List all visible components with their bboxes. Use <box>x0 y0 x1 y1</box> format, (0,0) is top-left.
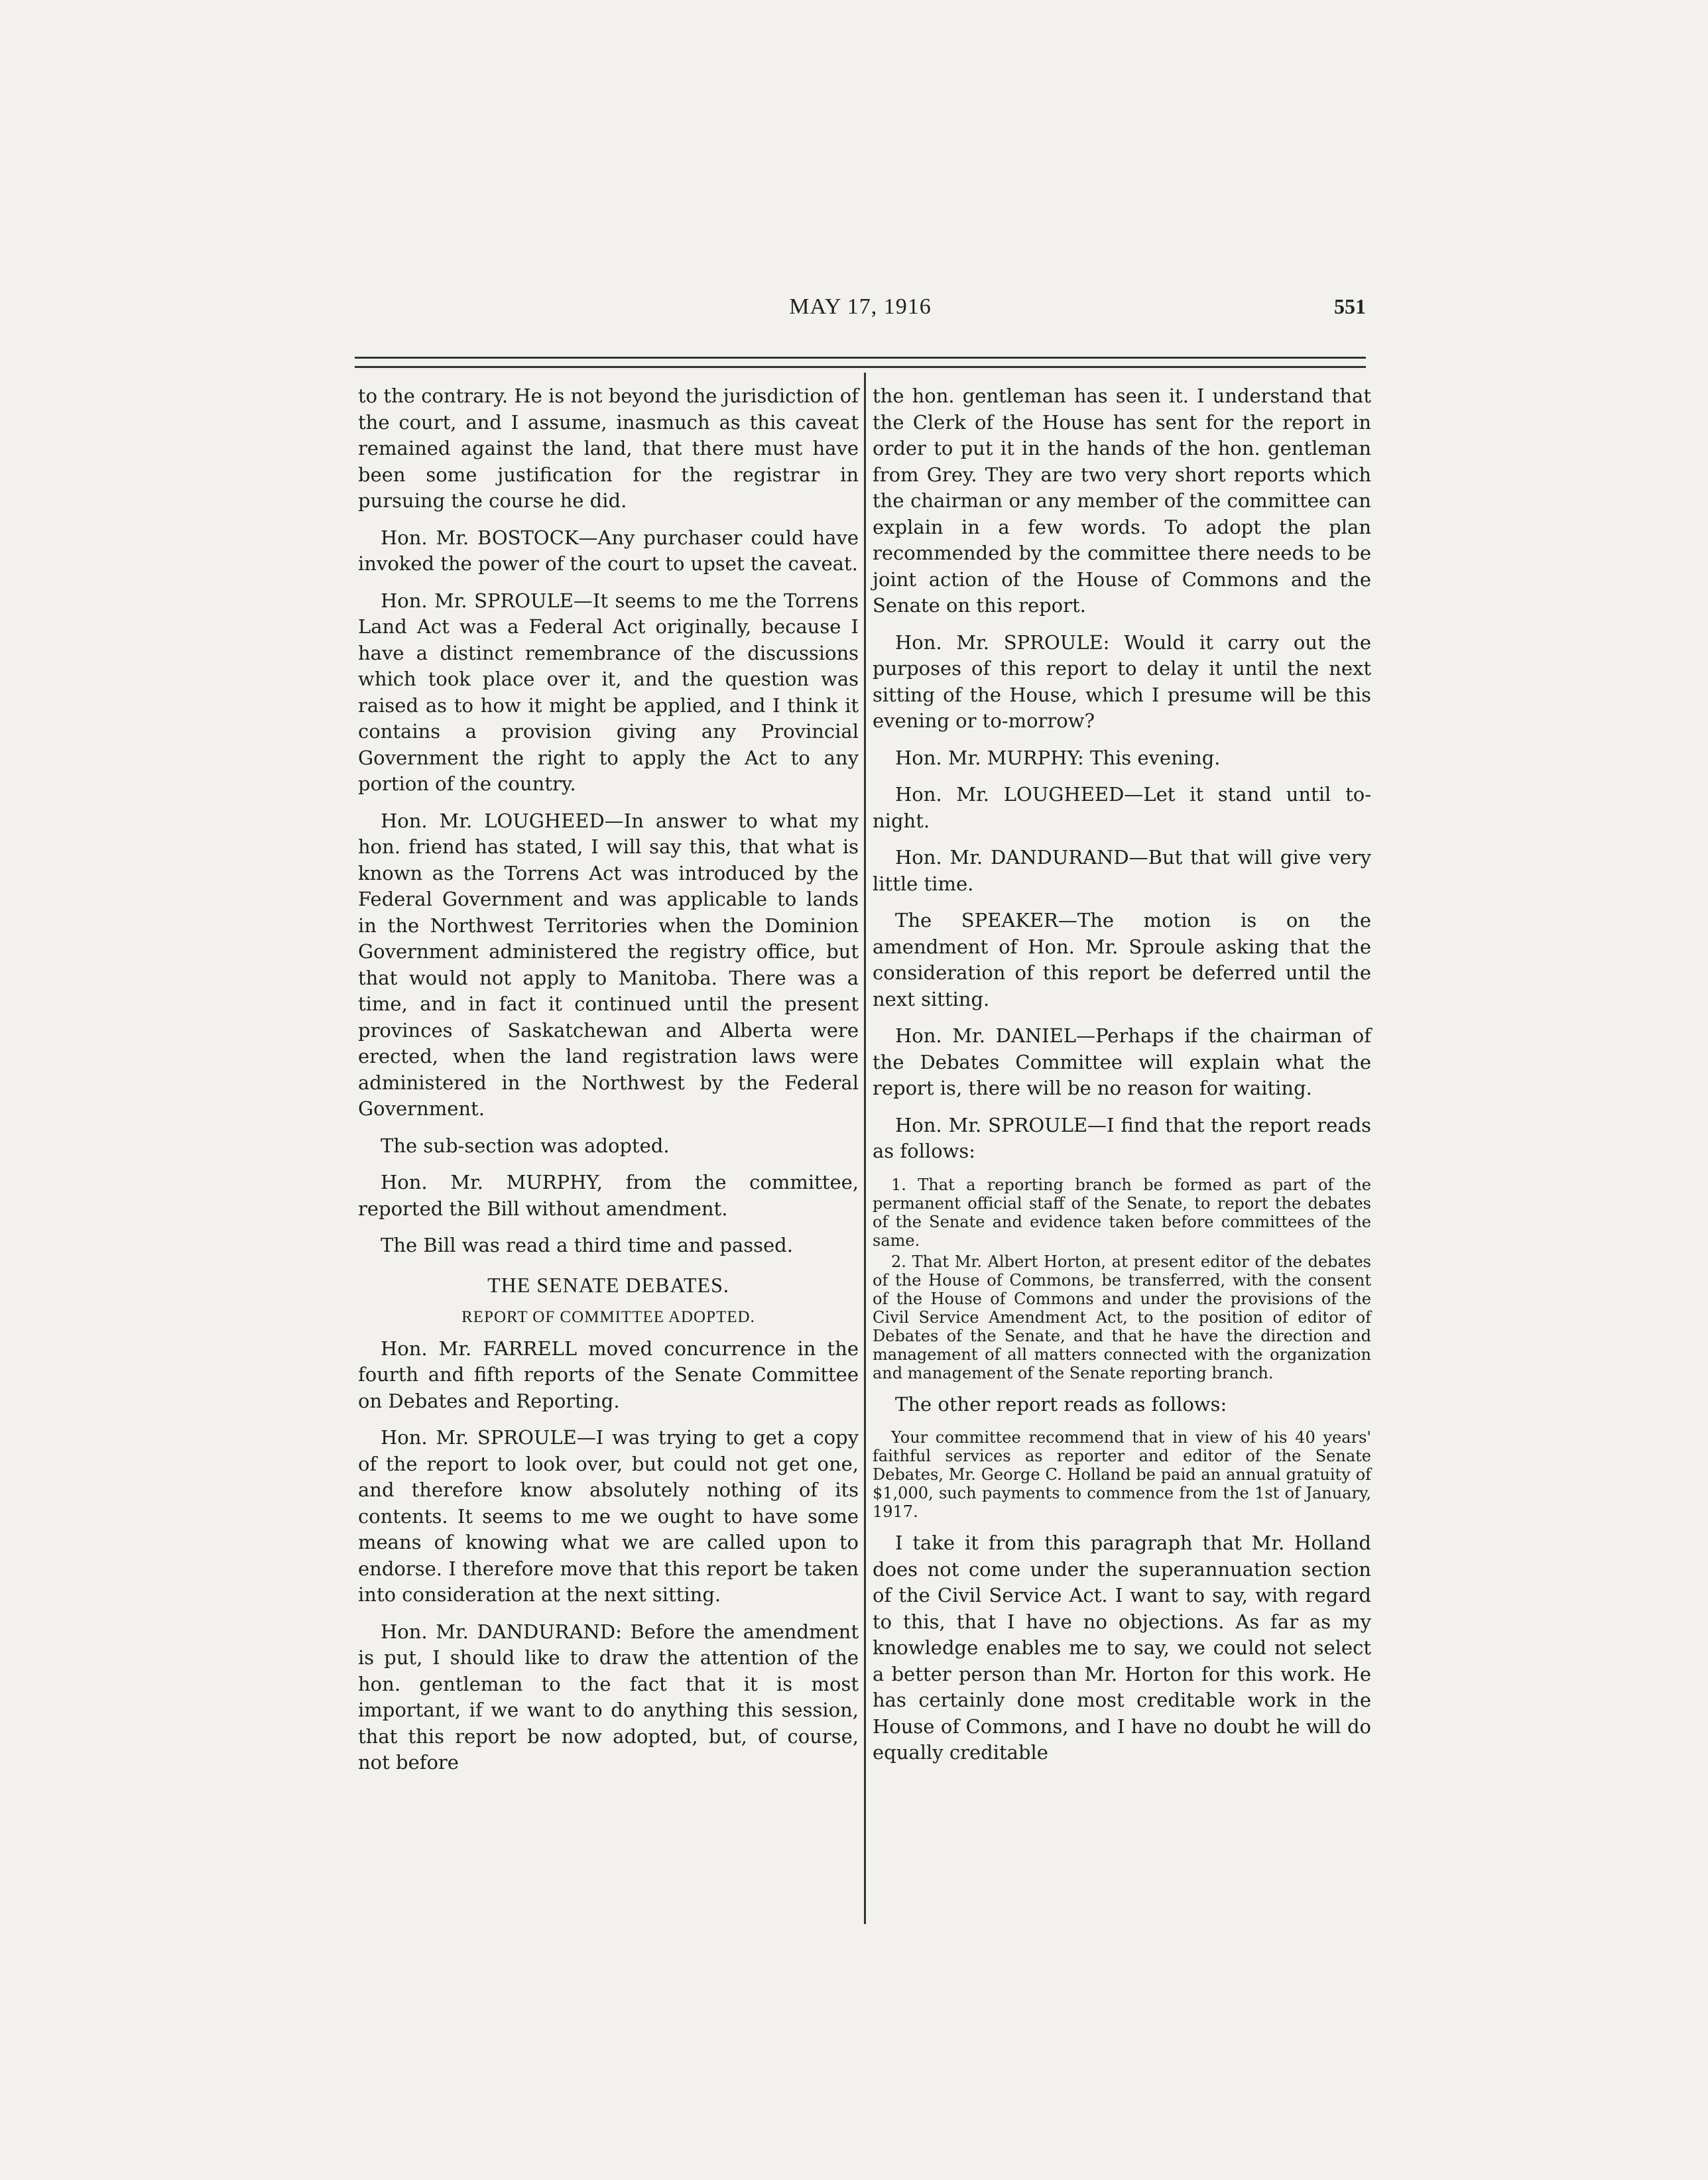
paragraph: Hon. Mr. MURPHY: This evening. <box>895 746 1221 769</box>
quoted-report-item: Your committee recommend that in view of his 40 years' faithful services as reporter and editor of the Senate Debates, Mr. George C. Holland be paid an annual gratuity of $1,000, such payments to commence from the 1st of January, 1917. <box>873 1428 1371 1521</box>
quoted-report-item: 1. That a reporting branch be formed as part of the permanent official staff of the Senate, to report the debates of the Senate and evidence taken before committees of the same. <box>873 1175 1371 1250</box>
header-rule-top <box>355 357 1366 359</box>
paragraph: Hon. Mr. SPROULE—It seems to me the Torrens Land Act was a Federal Act originally, because I have a distinct remembrance of the discussions which took place over it, and the question was raised as to how it might be applied, and I think it contains a provision giving any Provincial Government the right to apply the Act to any portion of the country. <box>358 589 859 795</box>
right-column <box>873 383 1371 1777</box>
page-number: 551 <box>1334 294 1366 318</box>
paragraph: The Bill was read a third time and passed. <box>381 1234 793 1256</box>
paragraph: Hon. Mr. DANDURAND—But that will give very little time. <box>873 846 1371 895</box>
paragraph: Hon. Mr. LOUGHEED—Let it stand until to-night. <box>873 783 1371 832</box>
paragraph: the hon. gentleman has seen it. I understand that the Clerk of the House has sent for the report in order to put it in the hands of the hon. gentleman from Grey. They are two very short reports which the chairman or any member of the committee can explain in a few words. To adopt the plan recommended by the committee there needs to be joint action of the House of Commons and the Senate on this report. <box>873 385 1371 617</box>
paragraph: I take it from this paragraph that Mr. Holland does not come under the superannuation section of the Civil Service Act. I want to say, with regard to this, that I have no objections. As far as my knowledge enables me to say, we could not select a better person than Mr. Horton for this work. He has certainly done most creditable work in the House of Commons, and I have no doubt he will do equally creditable <box>873 1532 1371 1764</box>
paragraph: Hon. Mr. LOUGHEED—In answer to what my hon. friend has stated, I will say this, that what is known as the Torrens Act was introduced by the Federal Government and was applicable to lands in the Northwest Territories when the Dominion Government administered the registry office, but that would not apply to Manitoba. There was a time, and in fact it continued until the present provinces of Saskatchewan and Alberta were erected, when the land registration laws were administered in the Northwest by the Federal Government. <box>358 809 859 1120</box>
column-divider <box>864 373 866 1924</box>
section-subheading: REPORT OF COMMITTEE ADOPTED. <box>461 1307 755 1326</box>
quoted-report-item: 2. That Mr. Albert Horton, at present editor of the debates of the House of Commons, be transferred, with the consent of the House of Commons and under the provisions of the Civil Service Amendment Act, to the position of editor of Debates of the Senate, and that he have the direction and management of all matters connected with the organization and management of the Senate reporting branch. <box>873 1252 1371 1382</box>
header-date: MAY 17, 1916 <box>789 294 932 319</box>
left-column <box>358 383 859 1787</box>
paragraph: Hon. Mr. BOSTOCK—Any purchaser could have invoked the power of the court to upset the caveat. <box>358 526 859 575</box>
paragraph: Hon. Mr. DANDURAND: Before the amendment is put, I should like to draw the attention of the hon. gentleman to the fact that it is most important, if we want to do anything this session, that this report be now adopted, but, of course, not before <box>358 1620 859 1774</box>
paragraph: Hon. Mr. SPROULE—I was trying to get a copy of the report to look over, but could not get one, and therefore know absolutely nothing of its contents. It seems to me we ought to have some means of knowing what we are called upon to endorse. I therefore move that this report be taken into consideration at the next sitting. <box>358 1426 859 1606</box>
paragraph: Hon. Mr. DANIEL—Perhaps if the chairman of the Debates Committee will explain what the report is, there will be no reason for waiting. <box>873 1024 1371 1099</box>
header-rule-bottom <box>355 366 1366 368</box>
paragraph: Hon. Mr. FARRELL moved concurrence in the fourth and fifth reports of the Senate Committee on Debates and Reporting. <box>358 1337 859 1412</box>
paragraph: The SPEAKER—The motion is on the amendment of Hon. Mr. Sproule asking that the consideration of this report be deferred until the next sitting. <box>873 909 1371 1010</box>
paragraph: to the contrary. He is not beyond the jurisdiction of the court, and I assume, inasmuch as this caveat remained against the land, that there must have been some justification for the registrar in pursuing the course he did. <box>358 385 859 512</box>
paragraph: Hon. Mr. SPROULE: Would it carry out the purposes of this report to delay it until the next sitting of the House, which I presume will be this evening or to-morrow? <box>873 631 1371 732</box>
paragraph: The other report reads as follows: <box>895 1392 1227 1416</box>
running-header <box>355 294 1366 334</box>
paragraph: Hon. Mr. SPROULE—I find that the report reads as follows: <box>873 1113 1371 1162</box>
paragraph: The sub-section was adopted. <box>381 1134 670 1157</box>
paragraph: Hon. Mr. MURPHY, from the committee, reported the Bill without amendment. <box>358 1171 859 1220</box>
section-heading: THE SENATE DEBATES. <box>487 1272 729 1297</box>
